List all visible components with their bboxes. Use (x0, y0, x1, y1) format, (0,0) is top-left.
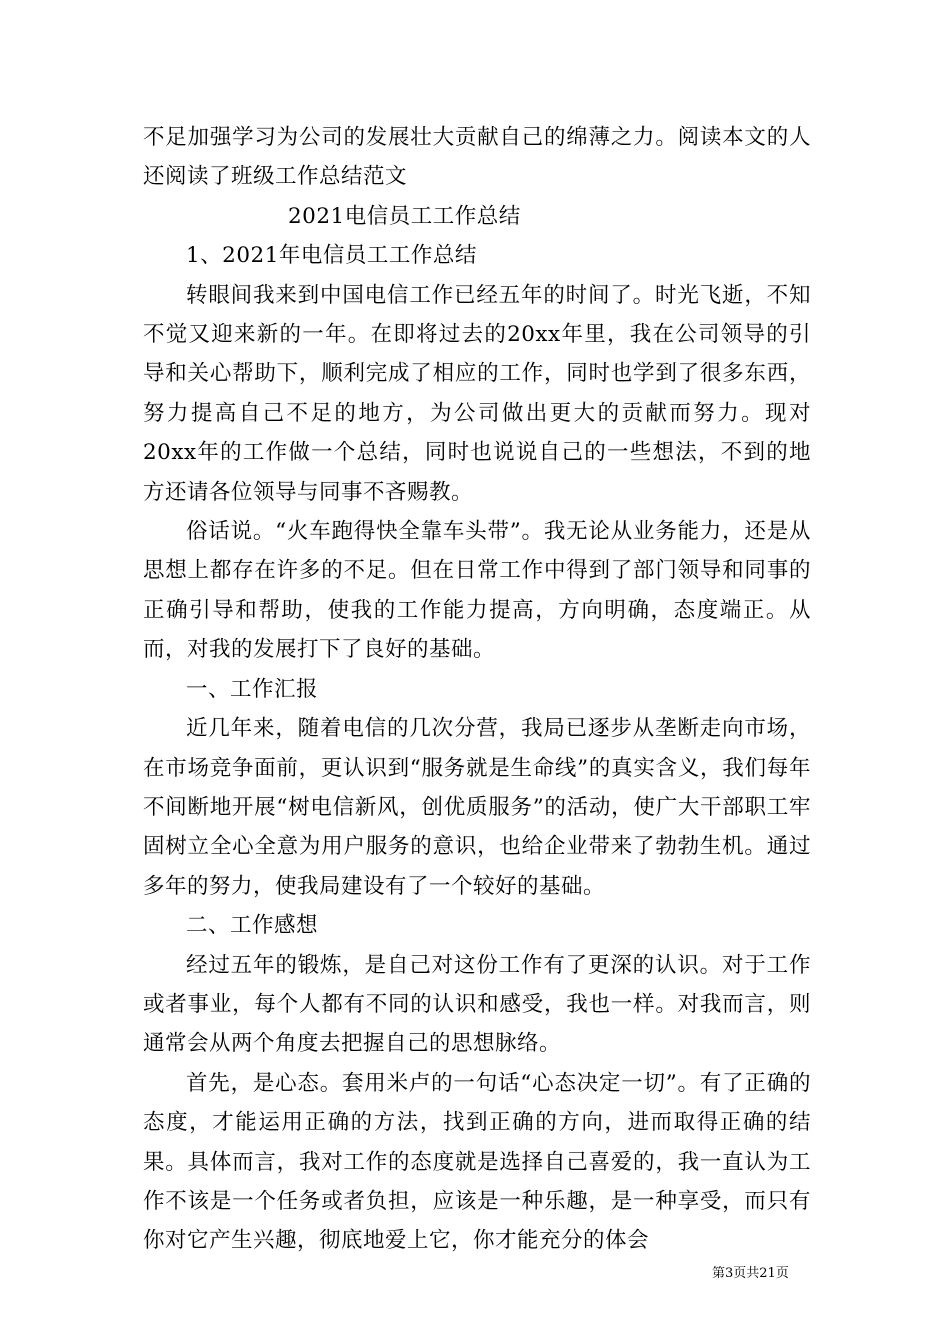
body-paragraph: 首先，是心态。套用米卢的一句话“心态决定一切”。有了正确的态度，才能运用正确的方法，找到正确的方向，进而取得正确的结果。具体而言，我对工作的态度就是选择自己喜爱的，我一直认为工作不该是一个任务或者负担，应该是一种乐趣，是一种享受，而只有你对它产生兴趣，彻底地爱上它，你才能充分的体会 (143, 1070, 811, 1254)
section-heading: 二、工作感想 (186, 913, 319, 939)
body-paragraph: 近几年来，随着电信的几次分营，我局已逐步从垄断走向市场，在市场竞争面前，更认识到“服务就是生命线”的真实含义，我们每年不间断地开展“树电信新风，创优质服务”的活动，使广大干部职工牢固树立全心全意为用户服务的意识，也给企业带来了勃勃生机。通过多年的努力，使我局建设有了一个较好的基础。 (143, 716, 811, 899)
continuation-paragraph: 不足加强学习为公司的发展壮大贡献自己的绵薄之力。阅读本文的人还阅读了班级工作总结范文 (143, 125, 811, 190)
section-heading: 一、工作汇报 (186, 676, 319, 702)
page-number-footer: 第3页共21页 (712, 1266, 789, 1281)
document-title: 2021电信员工工作总结 (288, 203, 521, 229)
section-heading: 1、2021年电信员工工作总结 (186, 243, 477, 269)
body-paragraph: 转眼间我来到中国电信工作已经五年的时间了。时光飞逝，不知不觉又迎来新的一年。在即将过去的20xx年里，我在公司领导的引导和关心帮助下，顺利完成了相应的工作，同时也学到了很多东西，努力提高自己不足的地方，为公司做出更大的贡献而努力。现对20xx年的工作做一个总结，同时也说说自己的一些想法，不到的地方还请各位领导与同事不吝赐教。 (143, 282, 811, 505)
document-body (143, 118, 811, 1261)
body-paragraph: 俗话说。“火车跑得快全靠车头带”。我无论从业务能力，还是从思想上都存在许多的不足。但在日常工作中得到了部门领导和同事的正确引导和帮助，使我的工作能力提高，方向明确，态度端正。从而，对我的发展打下了良好的基础。 (143, 519, 811, 663)
body-paragraph: 经过五年的锻炼，是自己对这份工作有了更深的认识。对于工作或者事业，每个人都有不同的认识和感受，我也一样。对我而言，则通常会从两个角度去把握自己的思想脉络。 (143, 952, 811, 1057)
